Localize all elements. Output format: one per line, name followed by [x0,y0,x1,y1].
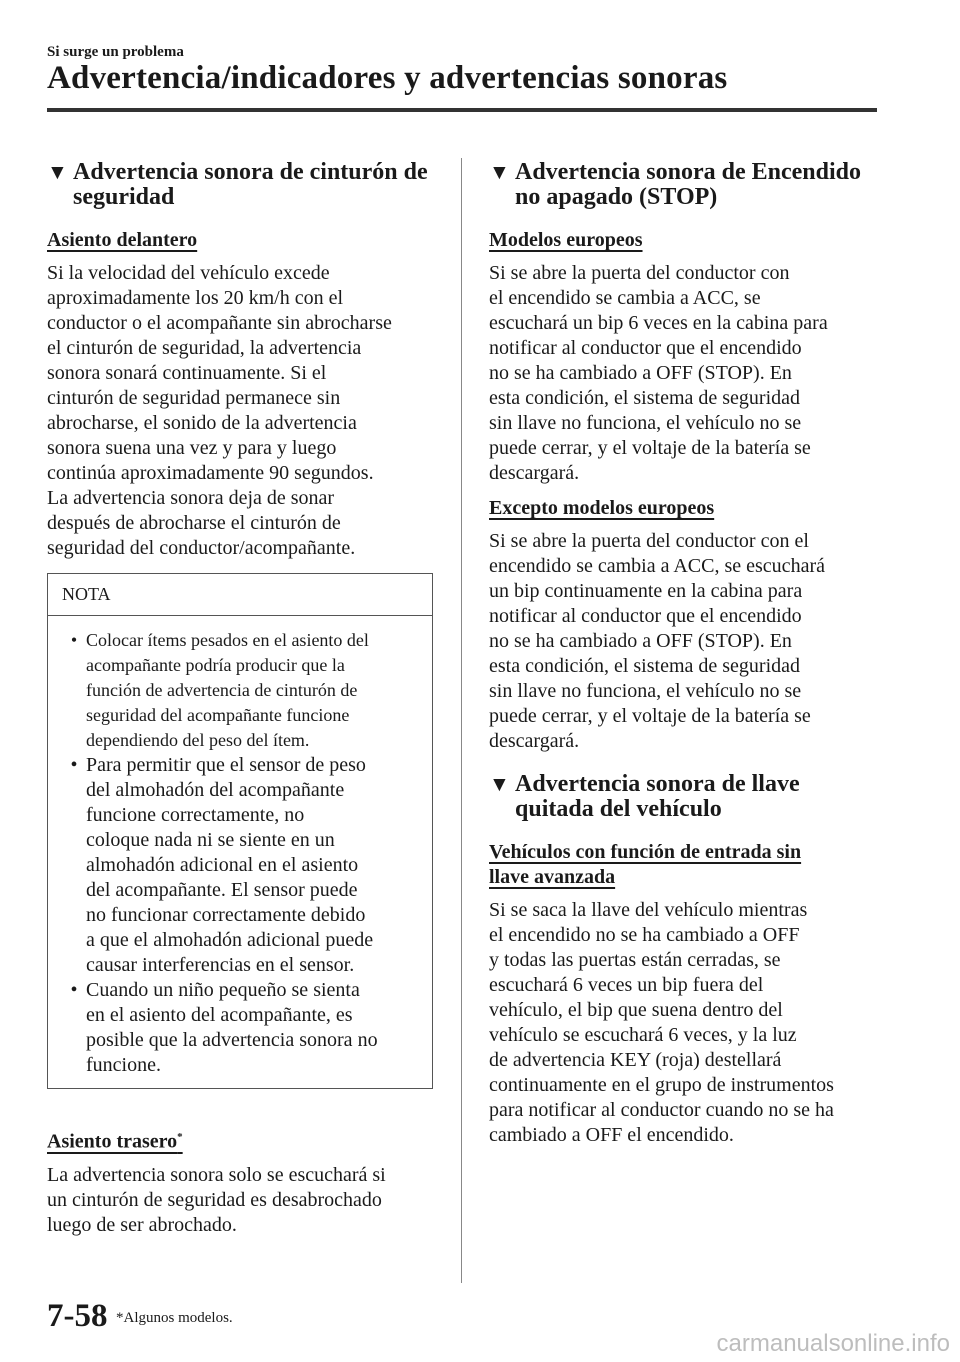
note-box [47,573,433,1089]
key-title-line1: Advertencia sonora de llave [515,771,800,797]
column-divider [461,158,462,1283]
bullet-icon: • [70,979,78,1001]
triangle-down-icon: ▼ [489,160,510,184]
advanced-keyless-text: Si se saca la llave del vehículo mientras el encendido no se ha cambiado a OFF y todas las puertas están cerradas, se escuchará 6 veces un bip fuera del vehículo, el bip que suena dentro del vehículo se escuchará 6 veces, y la luz de advertencia KEY (roja) destellará continuamente en el grupo de instrumentos para notificar al conductor cuando no se ha cambiado a OFF el encendido. [489,899,834,1146]
header-section-label: Si surge un problema [47,44,184,60]
subhead-non-eu-models: Excepto modelos europeos [489,497,715,519]
seatbelt-title-line1: Advertencia sonora de cinturón de [73,159,428,185]
section-title-ignition [489,160,889,210]
page-number: 7-58 [47,1298,108,1334]
seatbelt-title-line2: seguridad [73,184,175,210]
bullet-icon: • [70,630,78,650]
bullet-icon: • [70,754,78,776]
ignition-title-line2: no apagado (STOP) [515,184,718,210]
watermark: carmanualsonline.info [716,1330,950,1357]
subhead-rear-seat: Asiento trasero* [47,1130,183,1153]
subhead-advanced-keyless: Vehículos con función de entrada sin llave avanzada [489,841,802,888]
note-heading: NOTA [48,574,432,616]
triangle-down-icon: ▼ [489,772,510,796]
note-item: • Cuando un niño pequeño se sienta en el asiento del acompañante, es posible que la advertencia sonora no funcione. [62,978,424,1078]
eu-models-text: Si se abre la puerta del conductor con el encendido se cambia a ACC, se escuchará un bip 6 veces en la cabina para notificar al conductor que el encendido no se ha cambiado a OFF (STOP). En esta condición, el sistema de seguridad sin llave no funciona, el vehículo no se puede cerrar, y el voltaje de la batería se descargará. [489,262,828,484]
right-column [489,160,889,1158]
rear-seat-text: La advertencia sonora solo se escuchará si un cinturón de seguridad es desabrochado luego de ser abrochado. [47,1163,386,1236]
note-item: • Para permitir que el sensor de peso del almohadón del acompañante funcione correctamente, no coloque nada ni se siente en un almohadón adicional en el asiento del acompañante. El sensor puede no funcionar correctamente debido a que el almohadón adicional puede causar interferencias en el sensor. [62,753,424,978]
subhead-front-seat: Asiento delantero [47,229,198,251]
optional-mark: * [177,1131,183,1143]
non-eu-models-text: Si se abre la puerta del conductor con el encendido se cambia a ACC, se escuchará un bip continuamente en la cabina para notificar al conductor que el encendido no se ha cambiado a OFF (STOP). En esta condición, el sistema de seguridad sin llave no funciona, el vehículo no se puede cerrar, y el voltaje de la batería se descargará. [489,530,825,752]
subhead-eu-models: Modelos europeos [489,229,643,251]
left-column [47,160,435,1248]
ignition-title-line1: Advertencia sonora de Encendido [515,159,862,185]
section-title-seatbelt [47,160,435,210]
header-divider [47,108,877,112]
note-item: • Colocar ítems pesados en el asiento del acompañante podría producir que la función de advertencia de cinturón de seguridad del acompañante funcione dependiendo del peso del ítem. [62,628,424,753]
page-title: Advertencia/indicadores y advertencias sonoras [47,60,728,96]
front-seat-text: Si la velocidad del vehículo excede aproximadamente los 20 km/h con el conductor o el acompañante sin abrocharse el cinturón de seguridad, la advertencia sonora sonará continuamente. Si el cinturón de seguridad permanece sin abrocharse, el sonido de la advertencia sonora suena una vez y para y luego continúa aproximadamente 90 segundos. La advertencia sonora deja de sonar después de abrocharse el cinturón de seguridad del conductor/acompañante. [47,262,392,559]
key-title-line2: quitada del vehículo [515,796,722,822]
section-title-key-removed [489,772,889,822]
footnote: *Algunos modelos. [116,1310,233,1326]
triangle-down-icon: ▼ [47,160,68,184]
